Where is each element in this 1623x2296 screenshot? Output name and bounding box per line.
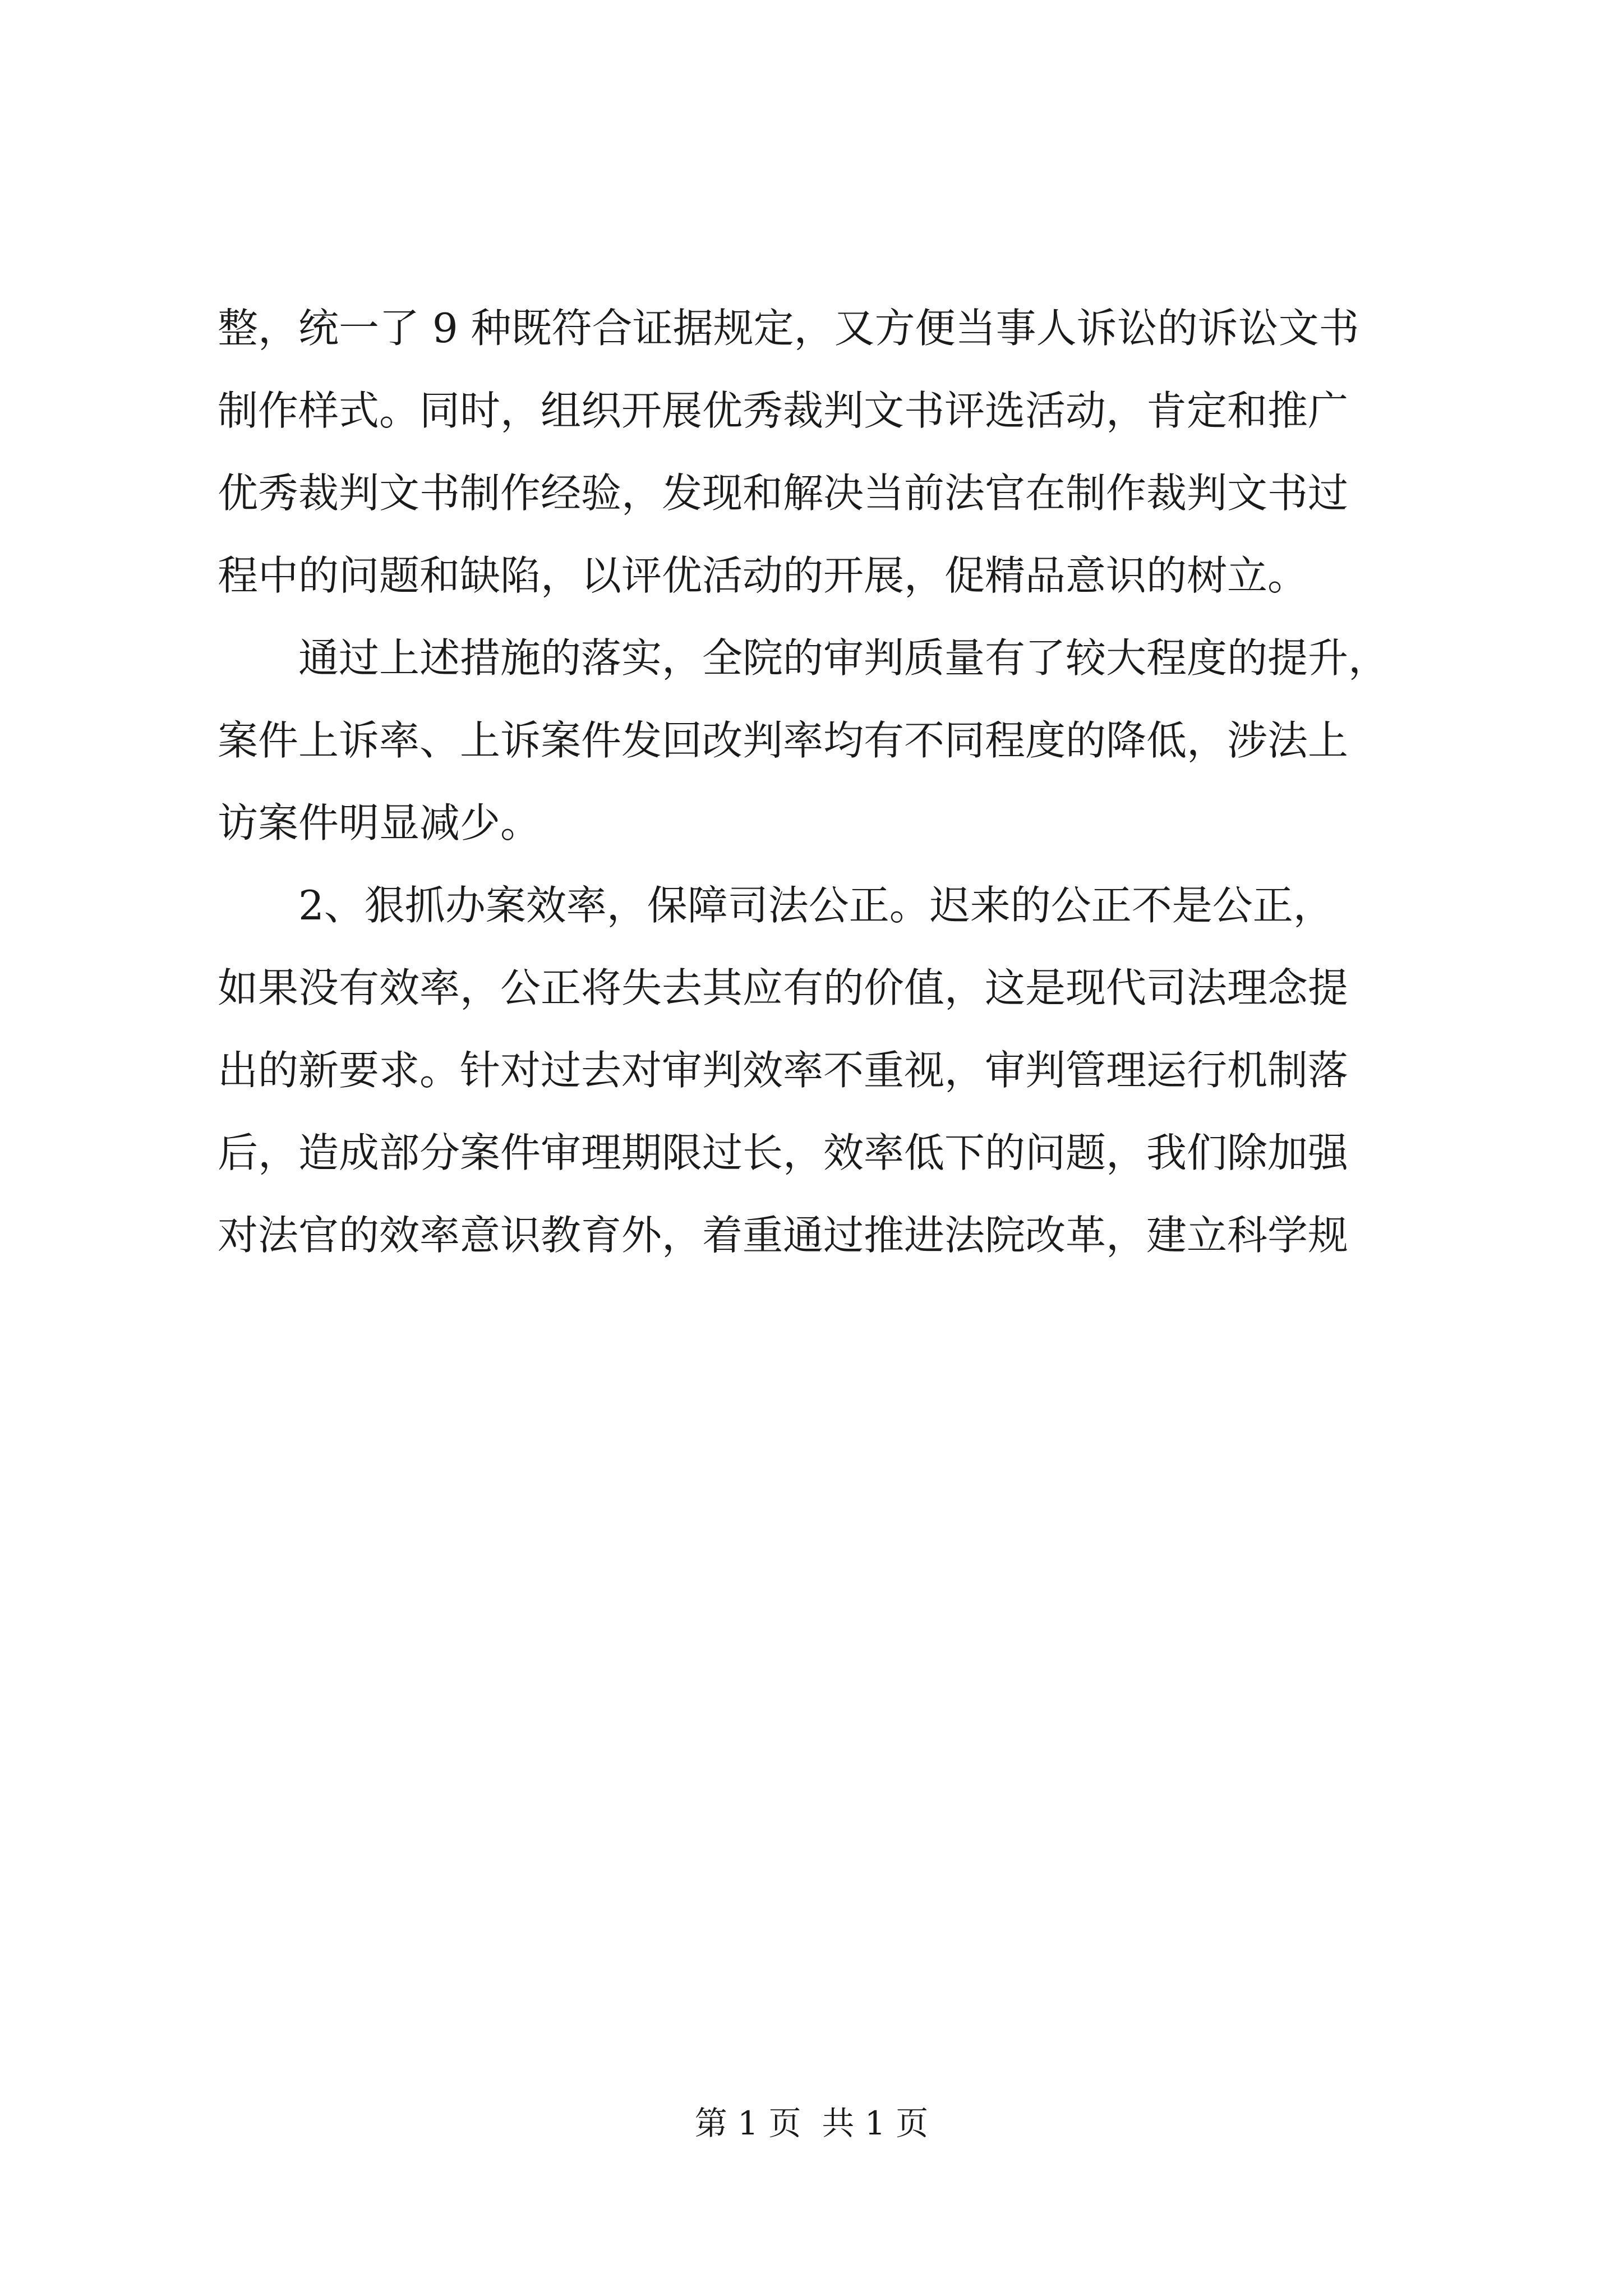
document-body — [218, 287, 1423, 1277]
text-line: 制作样式。同时，组织开展优秀裁判文书评选活动，肯定和推广 — [218, 387, 1349, 434]
text-line: 2、狠抓办案效率，保障司法公正。迟来的公正不是公正， — [218, 882, 1334, 929]
text-line: 程中的问题和缺陷，以评优活动的开展，促精品意识的树立。 — [218, 552, 1308, 599]
page-footer — [0, 2101, 1623, 2146]
text-line: 出的新要求。针对过去对审判效率不重视，审判管理运行机制落 — [218, 1047, 1349, 1094]
page-number: 第 1 页 共 1 页 — [694, 2104, 929, 2142]
text-line: 如果没有效率，公正将失去其应有的价值，这是现代司法理念提 — [218, 964, 1349, 1011]
text-line: 案件上诉率、上诉案件发回改判率均有不同程度的降低，涉法上 — [218, 717, 1349, 764]
text-line: 优秀裁判文书制作经验，发现和解决当前法官在制作裁判文书过 — [218, 470, 1349, 517]
text-line: 整，统一了 9 种既符合证据规定，又方便当事人诉讼的诉讼文书 — [218, 305, 1359, 352]
text-line: 后，造成部分案件审理期限过长，效率低下的问题，我们除加强 — [218, 1129, 1349, 1176]
text-line: 对法官的效率意识教育外，着重通过推进法院改革，建立科学规 — [218, 1212, 1349, 1259]
text-line: 访案件明显减少。 — [218, 799, 541, 846]
text-line: 通过上述措施的落实，全院的审判质量有了较大程度的提升， — [218, 634, 1389, 682]
